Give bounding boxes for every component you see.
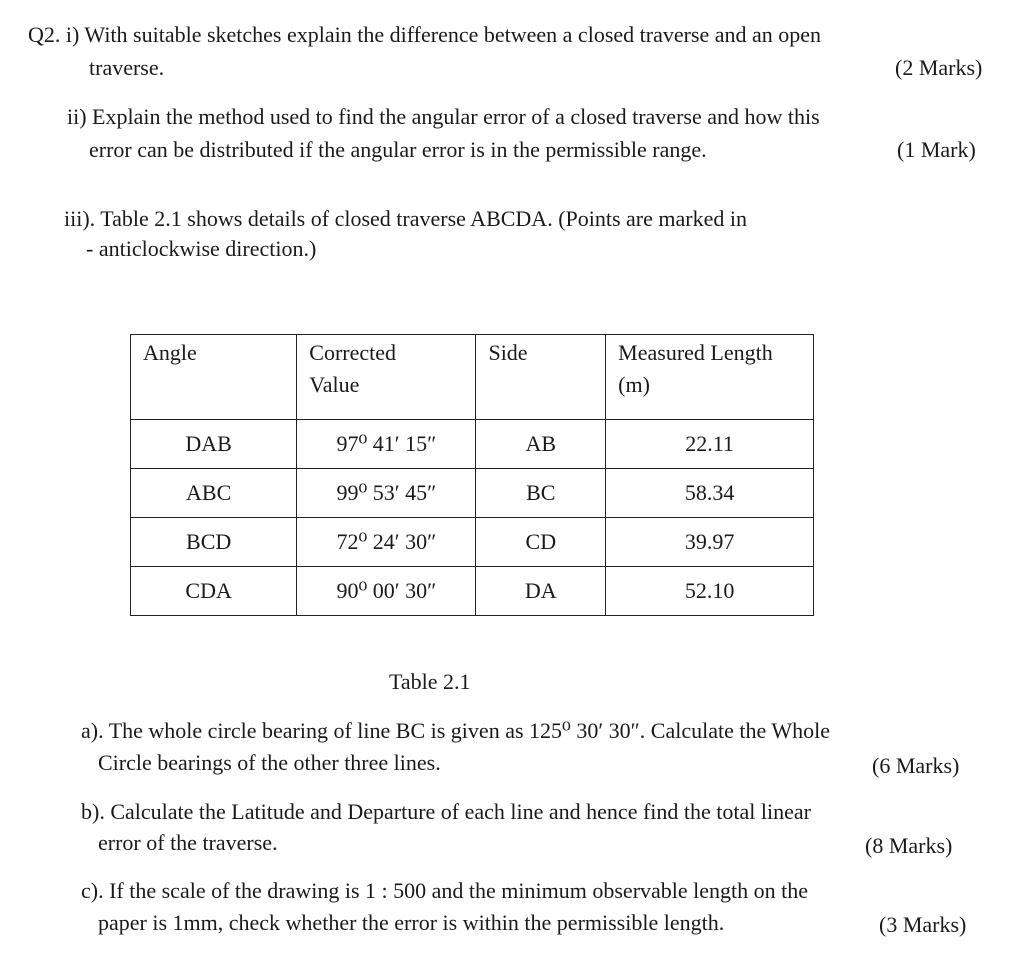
header-measured-length: Measured Length (m) (606, 335, 814, 420)
cell-length: 52.10 (606, 567, 814, 616)
cell-length: 39.97 (606, 518, 814, 567)
cell-side: AB (476, 420, 606, 469)
table-row (131, 469, 814, 518)
subq-c-line1: c). If the scale of the drawing is 1 : 500 and the minimum observable length on the (81, 878, 809, 903)
traverse-table (130, 334, 814, 616)
subq-a-line2: Circle bearings of the other three lines. (98, 750, 441, 775)
table-row (131, 567, 814, 616)
cell-value: 99⁰ 53′ 45″ (297, 469, 476, 518)
q2-part-ii-line2: error can be distributed if the angular error is in the permissible range. (89, 137, 707, 162)
q2-part-i-line1: Q2. i) With suitable sketches explain the difference between a closed traverse and an open (28, 22, 822, 47)
cell-angle: BCD (131, 518, 297, 567)
q2-part-i-marks: (2 Marks) (895, 55, 983, 80)
subq-c-marks: (3 Marks) (879, 912, 967, 937)
subq-b-line2: error of the traverse. (98, 830, 278, 855)
header-side: Side (476, 335, 606, 420)
cell-value: 97⁰ 41′ 15″ (297, 420, 476, 469)
q2-part-iii-line2: - anticlockwise direction.) (86, 236, 317, 261)
cell-side: BC (476, 469, 606, 518)
table-row (131, 518, 814, 567)
header-angle: Angle (131, 335, 297, 420)
q2-part-ii-line1: ii) Explain the method used to find the angular error of a closed traverse and how this (67, 104, 820, 129)
subq-a-line1: a). The whole circle bearing of line BC is given as 125⁰ 30′ 30″. Calculate the Whole (81, 718, 830, 743)
cell-angle: DAB (131, 420, 297, 469)
cell-angle: ABC (131, 469, 297, 518)
cell-length: 22.11 (606, 420, 814, 469)
cell-side: DA (476, 567, 606, 616)
cell-value: 90⁰ 00′ 30″ (297, 567, 476, 616)
table-header-row (131, 335, 814, 420)
cell-length: 58.34 (606, 469, 814, 518)
subq-b-marks: (8 Marks) (865, 833, 953, 858)
q2-part-ii-marks: (1 Mark) (897, 137, 976, 162)
cell-value: 72⁰ 24′ 30″ (297, 518, 476, 567)
table-row (131, 420, 814, 469)
cell-angle: CDA (131, 567, 297, 616)
header-corrected-value: Corrected Value (297, 335, 476, 420)
subq-b-line1: b). Calculate the Latitude and Departure of each line and hence find the total linear (81, 799, 811, 824)
subq-a-marks: (6 Marks) (872, 753, 960, 778)
table-caption: Table 2.1 (389, 669, 471, 694)
cell-side: CD (476, 518, 606, 567)
q2-part-iii-line1: iii). Table 2.1 shows details of closed traverse ABCDA. (Points are marked in (64, 206, 747, 231)
subq-c-line2: paper is 1mm, check whether the error is within the permissible length. (98, 910, 725, 935)
q2-part-i-line2: traverse. (89, 55, 165, 80)
